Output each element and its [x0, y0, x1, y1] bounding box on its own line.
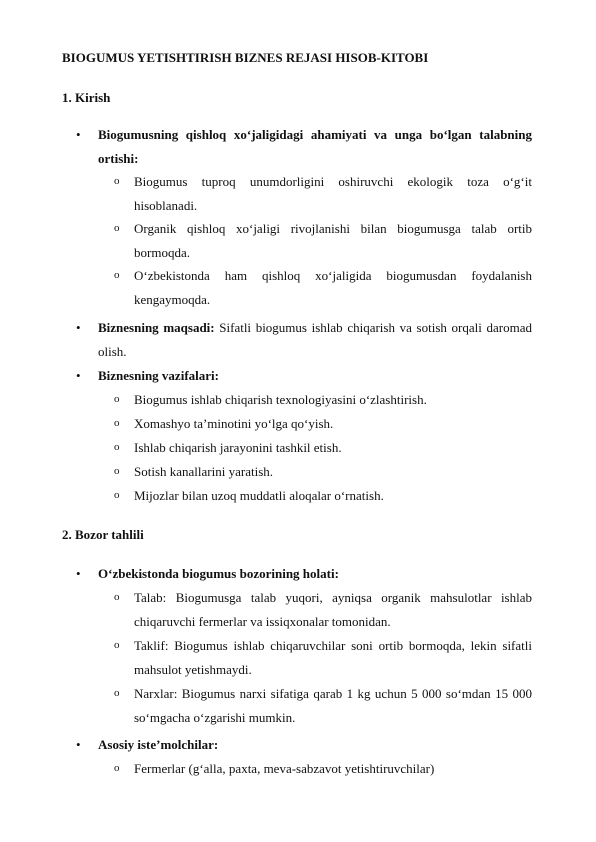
- bullet-icon: •: [76, 127, 81, 142]
- circle-bullet-icon: o: [114, 591, 120, 603]
- sub-list-item-text: Taklif: Biogumus ishlab chiqaruvchilar soni ortib bormoqda, lekin sifatli mahsulot yetishmaydi.: [134, 638, 532, 677]
- list-item-market-state: [76, 562, 532, 586]
- section-heading-market-analysis: 2. Bozor tahlili: [62, 527, 144, 542]
- list-item-goal: [76, 316, 532, 363]
- sub-list-item: [114, 436, 532, 460]
- document-title: BIOGUMUS YETISHTIRISH BIZNES REJASI HISOB-KITOBI: [62, 50, 429, 65]
- sub-list-item: [114, 586, 532, 633]
- sub-list-item: [114, 217, 532, 264]
- circle-bullet-icon: o: [114, 222, 120, 234]
- sub-list-item: [114, 412, 532, 436]
- sub-list-item: [114, 264, 532, 311]
- circle-bullet-icon: o: [114, 762, 120, 774]
- sub-list-item-text: O‘zbekistonda ham qishloq xo‘jaligida biogumusdan foydalanish kengaymoqda.: [134, 268, 532, 307]
- list-item-consumers: [76, 733, 532, 757]
- sub-list-item-text: Biogumus tuproq unumdorligini oshiruvchi ekologik toza o‘g‘it hisoblanadi.: [134, 174, 532, 213]
- bullet-icon: •: [76, 320, 81, 335]
- sub-list-item: [114, 460, 532, 484]
- list-item-bold-text: Biznesning vazifalari:: [98, 368, 219, 383]
- sub-list-item: [114, 757, 532, 781]
- sub-list-item: [114, 388, 532, 412]
- list-item-bold-text: Biogumusning qishloq xo‘jaligidagi ahamiyati va unga bo‘lgan talabning ortishi:: [98, 127, 532, 166]
- sub-list-item-text: Xomashyo ta’minotini yo‘lga qo‘yish.: [134, 416, 334, 431]
- sub-list-item-text: Ishlab chiqarish jarayonini tashkil etish.: [134, 440, 342, 455]
- circle-bullet-icon: o: [114, 175, 120, 187]
- sub-list-item-text: Sotish kanallarini yaratish.: [134, 464, 274, 479]
- circle-bullet-icon: o: [114, 639, 120, 651]
- sub-list-item: [114, 682, 532, 729]
- sub-list-item: [114, 634, 532, 681]
- list-item-bold-text: Biznesning maqsadi:: [98, 320, 215, 335]
- list-item-tasks: [76, 364, 532, 388]
- sub-list-item: [114, 170, 532, 217]
- circle-bullet-icon: o: [114, 393, 120, 405]
- sub-list-item: [114, 484, 532, 508]
- list-item-bold-text: Asosiy iste’molchilar:: [98, 737, 219, 752]
- sub-list-item-text: Narxlar: Biogumus narxi sifatiga qarab 1 kg uchun 5 000 so‘mdan 15 000 so‘mgacha o‘zgarishi mumkin.: [134, 686, 532, 725]
- circle-bullet-icon: o: [114, 441, 120, 453]
- sub-list-item-text: Mijozlar bilan uzoq muddatli aloqalar o‘rnatish.: [134, 488, 384, 503]
- bullet-icon: •: [76, 566, 81, 581]
- circle-bullet-icon: o: [114, 465, 120, 477]
- circle-bullet-icon: o: [114, 417, 120, 429]
- circle-bullet-icon: o: [114, 489, 120, 501]
- circle-bullet-icon: o: [114, 687, 120, 699]
- list-item-text: Sifatli biogumus ishlab chiqarish va sotish orqali daromad olish.: [98, 320, 532, 359]
- sub-list-item-text: Organik qishloq xo‘jaligi rivojlanishi bilan biogumusga talab ortib bormoqda.: [134, 221, 532, 260]
- sub-list-item-text: Talab: Biogumusga talab yuqori, ayniqsa organik mahsulotlar ishlab chiqaruvchi fermerlar va issiqxonalar tomonidan.: [134, 590, 532, 629]
- section-heading-introduction: 1. Kirish: [62, 90, 111, 105]
- list-item-bold-text: O‘zbekistonda biogumus bozorining holati:: [98, 566, 339, 581]
- list-item-importance: [76, 123, 532, 170]
- sub-list-item-text: Fermerlar (g‘alla, paxta, meva-sabzavot yetishtiruvchilar): [134, 761, 435, 776]
- bullet-icon: •: [76, 737, 81, 752]
- bullet-icon: •: [76, 368, 81, 383]
- circle-bullet-icon: o: [114, 269, 120, 281]
- sub-list-item-text: Biogumus ishlab chiqarish texnologiyasini o‘zlashtirish.: [134, 392, 427, 407]
